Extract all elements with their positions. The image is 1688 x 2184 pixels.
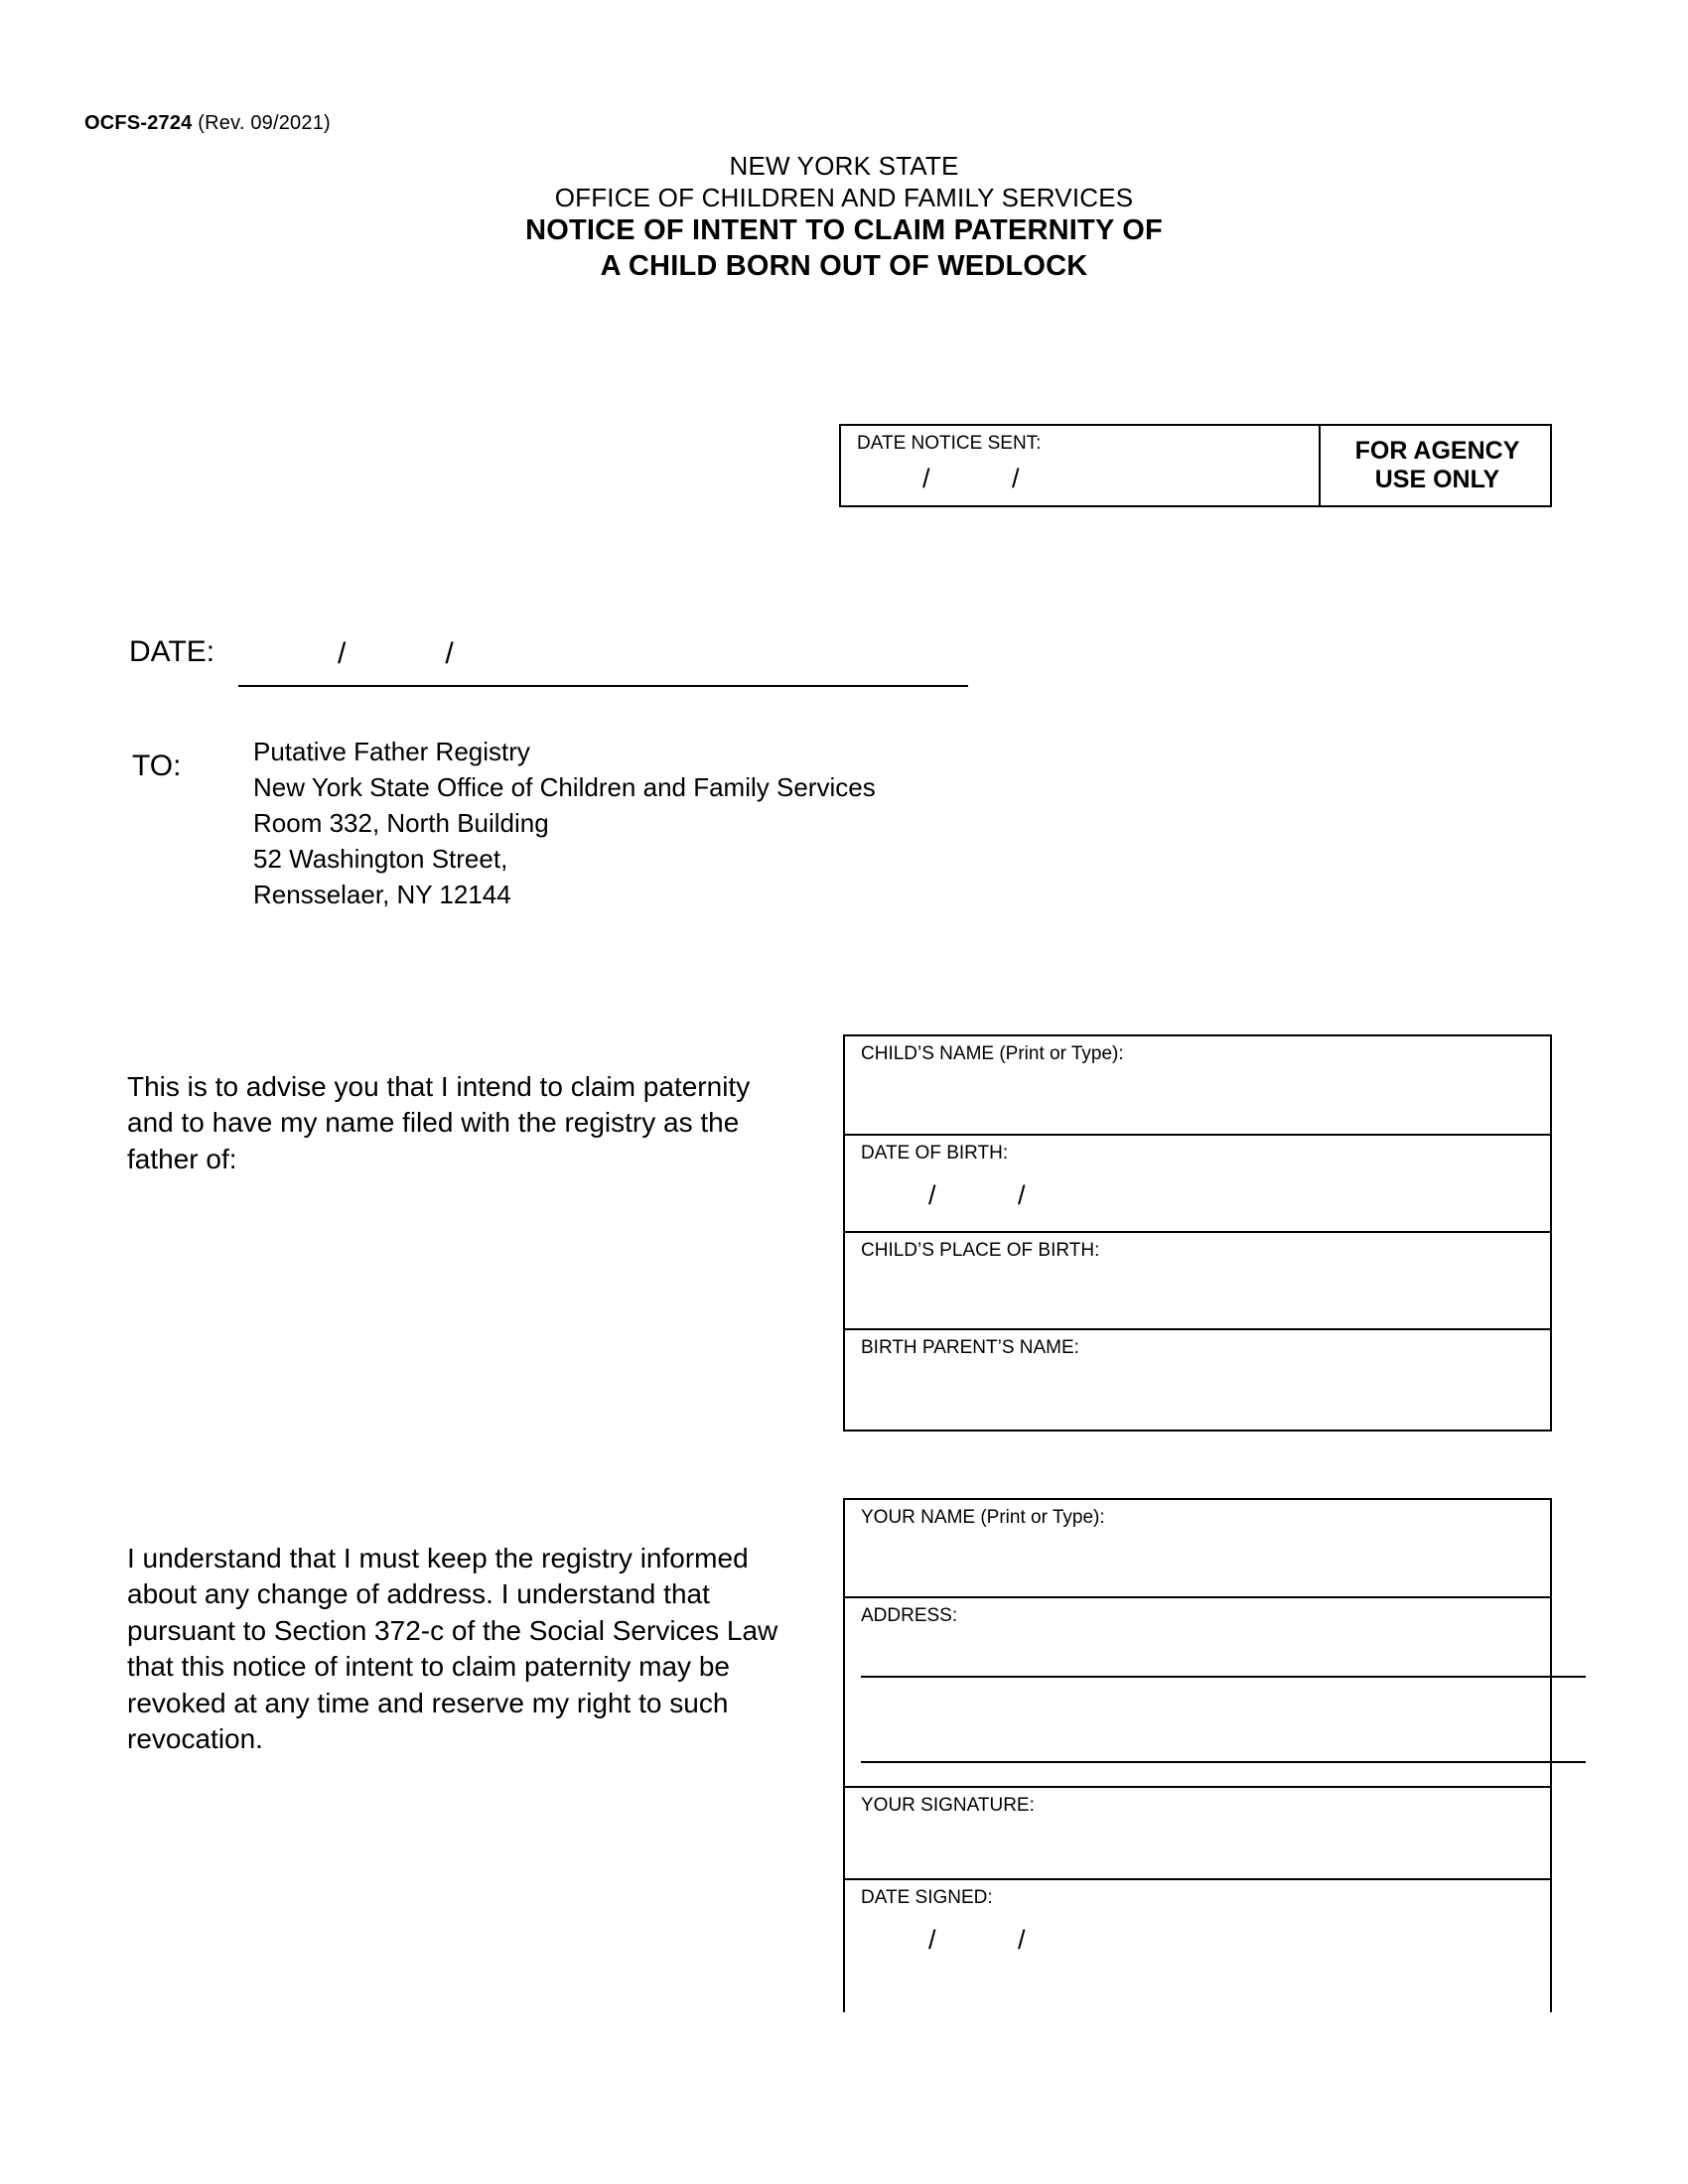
applicant-information-box xyxy=(843,1498,1552,2012)
form-revision: (Rev. 09/2021) xyxy=(198,112,331,134)
to-address-line-1: Putative Father Registry xyxy=(253,737,530,766)
your-name-label: YOUR NAME (Print or Type): xyxy=(861,1507,1105,1528)
child-name-cell[interactable] xyxy=(845,1036,1550,1136)
to-label: TO: xyxy=(132,750,182,782)
to-address-line-3: Room 332, North Building xyxy=(253,807,549,838)
title-line-notice-2: A CHILD BORN OUT OF WEDLOCK xyxy=(600,249,1088,282)
date-notice-sent-cell[interactable] xyxy=(841,426,1321,505)
date-signed-cell[interactable] xyxy=(845,1880,1550,2014)
birth-parent-name-cell[interactable] xyxy=(845,1330,1550,1430)
date-underline xyxy=(238,685,968,687)
agency-use-box xyxy=(839,424,1552,507)
agency-use-line-1: FOR AGENCY xyxy=(1354,436,1520,465)
title-line-notice-1: NOTICE OF INTENT TO CLAIM PATERNITY OF xyxy=(525,214,1163,247)
child-date-of-birth-label: DATE OF BIRTH: xyxy=(861,1143,1009,1163)
for-agency-use-only-cell xyxy=(1321,426,1554,505)
date-label: DATE: xyxy=(129,635,215,668)
address-writing-rule-2 xyxy=(861,1761,1586,1763)
date-signed-label: DATE SIGNED: xyxy=(861,1887,993,1908)
intent-paragraph: This is to advise you that I intend to claim paternity and to have my name filed with the registry as the father of: xyxy=(127,1071,751,1174)
your-signature-label: YOUR SIGNATURE: xyxy=(861,1795,1035,1816)
title-block xyxy=(0,151,1688,284)
title-line-agency: OFFICE OF CHILDREN AND FAMILY SERVICES xyxy=(554,182,1134,212)
your-signature-cell[interactable] xyxy=(845,1788,1550,1880)
title-line-state: NEW YORK STATE xyxy=(729,151,959,181)
date-notice-sent-value[interactable]: / / xyxy=(922,464,1020,493)
to-address-block xyxy=(253,735,876,912)
form-number-header xyxy=(84,112,331,135)
date-notice-sent-label: DATE NOTICE SENT: xyxy=(857,433,1042,454)
child-place-of-birth-label: CHILD’S PLACE OF BIRTH: xyxy=(861,1240,1100,1261)
date-signed-value[interactable]: / / xyxy=(928,1925,1026,1955)
date-value[interactable]: / / xyxy=(338,637,454,670)
address-label: ADDRESS: xyxy=(861,1605,958,1626)
agency-use-line-2: USE ONLY xyxy=(1374,466,1500,493)
form-code: OCFS-2724 xyxy=(84,112,193,134)
address-cell[interactable] xyxy=(845,1598,1550,1788)
child-place-of-birth-cell[interactable] xyxy=(845,1233,1550,1330)
your-name-cell[interactable] xyxy=(845,1500,1550,1598)
child-date-of-birth-value[interactable]: / / xyxy=(928,1180,1026,1210)
to-address-line-4: 52 Washington Street, xyxy=(253,843,508,874)
child-date-of-birth-cell[interactable] xyxy=(845,1136,1550,1233)
to-address-line-5: Rensselaer, NY 12144 xyxy=(253,879,511,909)
revocation-paragraph: I understand that I must keep the registry informed about any change of address. I understand that pursuant to Section 372-c of the Social Services Law that this notice of intent to claim paternity may be revoked at any time and reserve my right to such revocation. xyxy=(127,1543,778,1754)
birth-parent-name-label: BIRTH PARENT’S NAME: xyxy=(861,1337,1079,1358)
child-information-box xyxy=(843,1034,1552,1432)
child-name-label: CHILD’S NAME (Print or Type): xyxy=(861,1043,1124,1064)
to-address-line-2: New York State Office of Children and Family Services xyxy=(253,771,876,802)
address-writing-rule-1 xyxy=(861,1676,1586,1678)
